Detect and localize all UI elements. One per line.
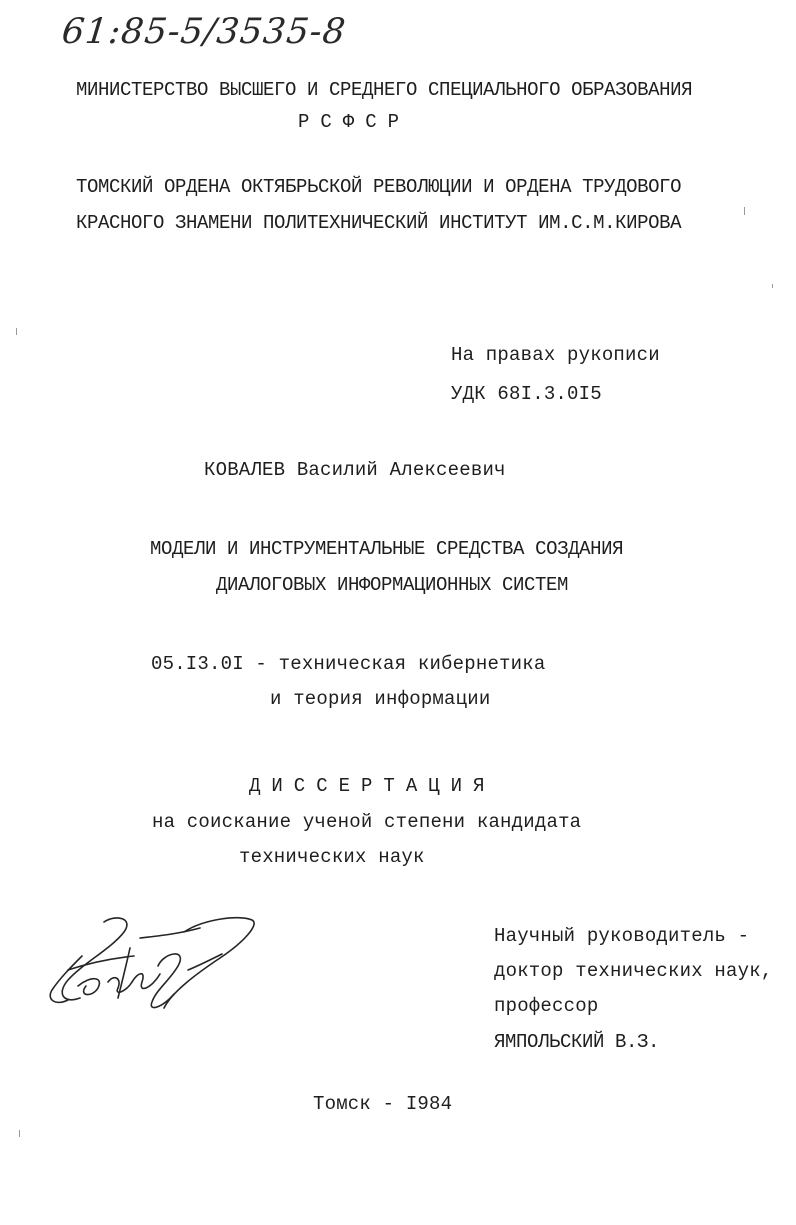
udc-code: УДК 68I.3.0I5 [451,383,602,405]
scan-speck [744,207,745,215]
work-type-line-1: на соискание ученой степени кандидата [152,811,582,833]
title-line-2: ДИАЛОГОВЫХ ИНФОРМАЦИОННЫХ СИСТЕМ [216,574,569,596]
title-line-1: МОДЕЛИ И ИНСТРУМЕНТАЛЬНЫЕ СРЕДСТВА СОЗДАНИЯ [150,538,624,560]
institute-line-2: КРАСНОГО ЗНАМЕНИ ПОЛИТЕХНИЧЕСКИЙ ИНСТИТУТ ИМ.С.М.КИРОВА [76,212,682,234]
specialty-line-1: 05.I3.0I - техническая кибернетика [151,653,546,675]
signature-icon [38,908,260,1020]
scan-speck [19,1130,20,1137]
ministry-line-1: МИНИСТЕРСТВО ВЫСШЕГО И СРЕДНЕГО СПЕЦИАЛЬНОГО ОБРАЗОВАНИЯ [76,79,693,101]
manuscript-note: На правах рукописи [451,344,660,366]
author-name: КОВАЛЕВ Василий Алексеевич [204,459,506,481]
place-year: Томск - I984 [313,1093,453,1115]
work-type-label: ДИССЕРТАЦИЯ [249,775,496,797]
ministry-line-2: РСФСР [298,111,411,133]
work-type-line-2: технических наук [239,846,425,868]
scan-speck [772,284,773,288]
archive-number: 61:85-5/3535-8 [59,12,349,52]
specialty-line-2: и теория информации [270,688,491,710]
supervisor-title: профессор [494,995,599,1017]
institute-line-1: ТОМСКИЙ ОРДЕНА ОКТЯБРЬСКОЙ РЕВОЛЮЦИИ И ОРДЕНА ТРУДОВОГО [76,176,682,198]
supervisor-role: Научный руководитель - [494,925,750,947]
supervisor-name: ЯМПОЛЬСКИЙ В.З. [494,1031,660,1053]
supervisor-degree: доктор технических наук, [494,960,773,982]
scan-speck [16,328,17,335]
